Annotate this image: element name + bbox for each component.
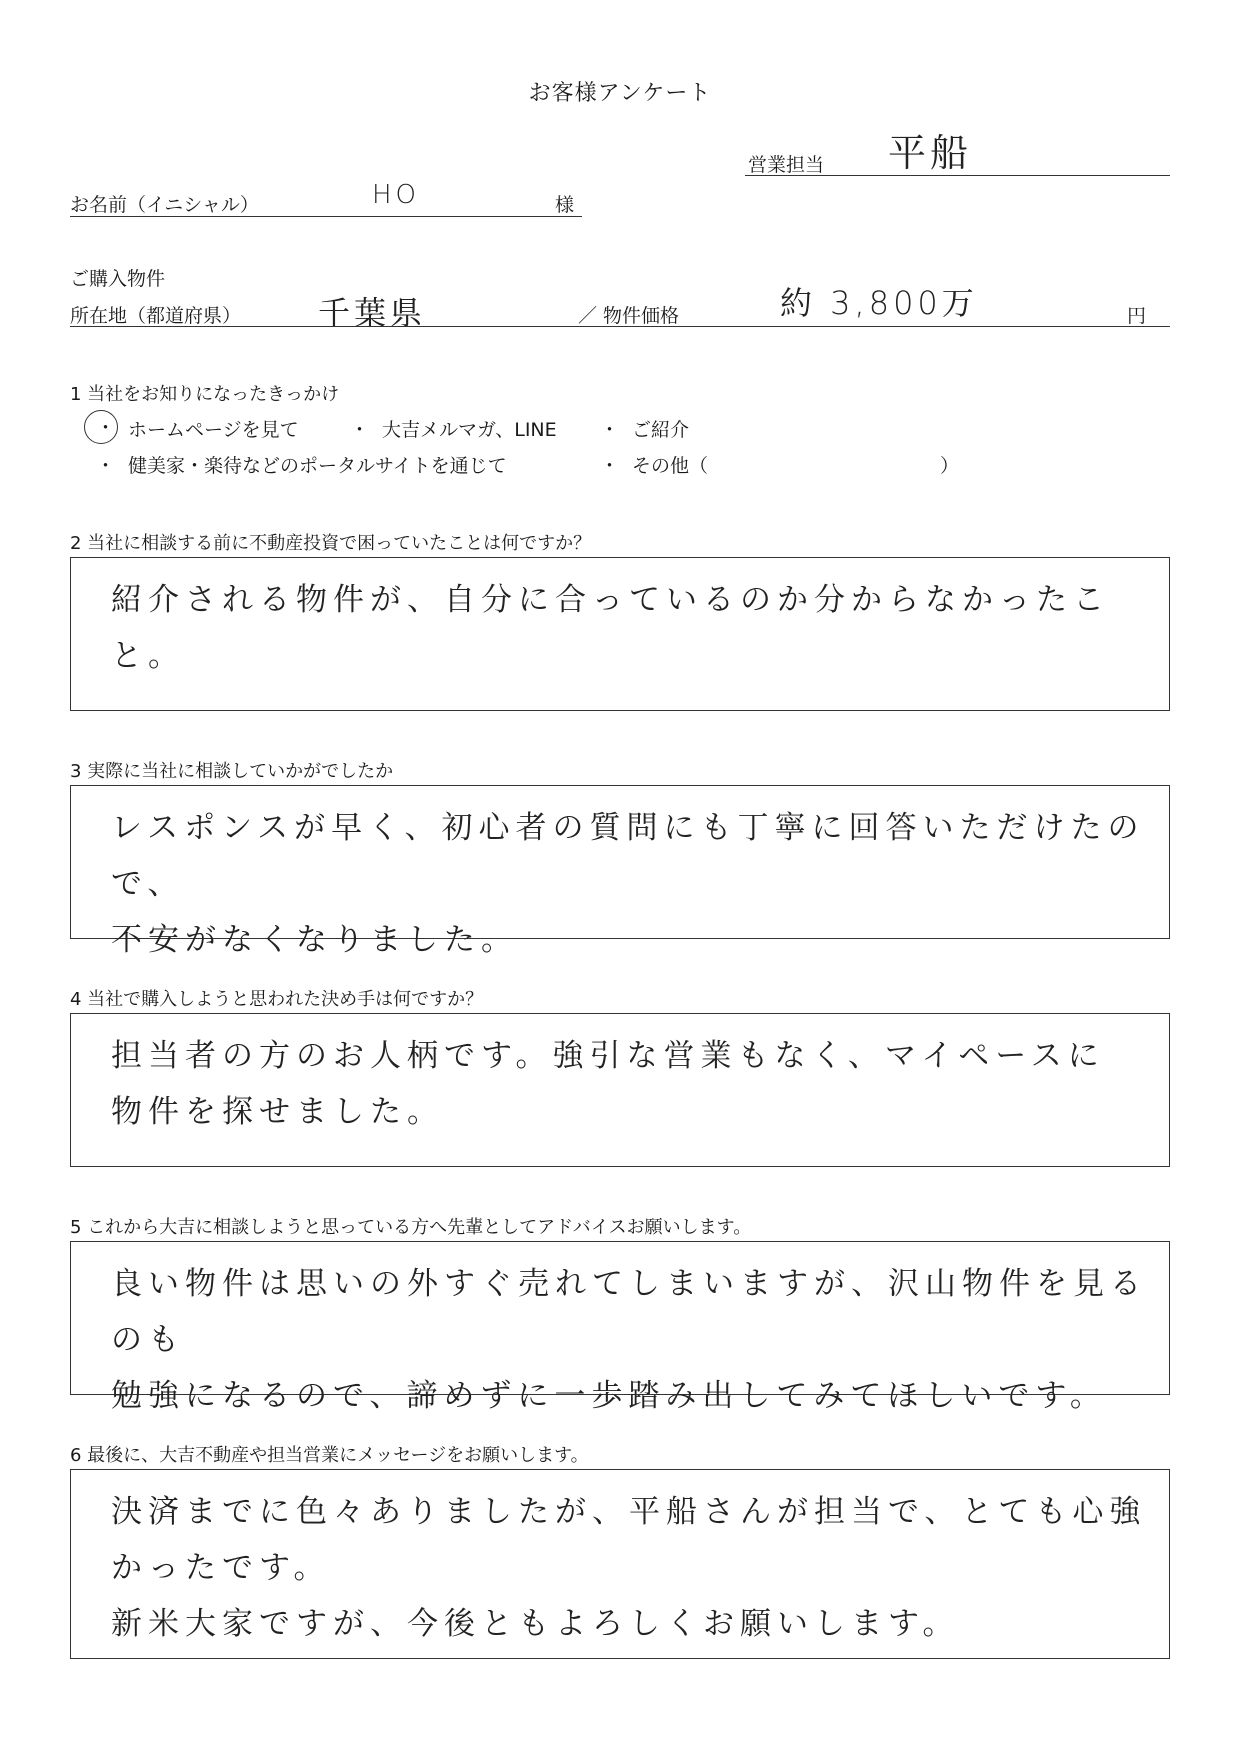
price-value: 約 3,800万 (780, 284, 978, 322)
q3-answer-box (70, 785, 1170, 958)
location-label: 所在地（都道府県） (70, 305, 242, 327)
q1-option-homepage: ホームページを見て (128, 419, 299, 441)
sales-rep-label: 営業担当 (748, 154, 825, 176)
name-label: お名前（イニシャル） (70, 194, 259, 216)
q1-option-bullet: ・ (96, 455, 116, 477)
q5-answer-box (70, 1241, 1170, 1414)
q6-label: 6 最後に、大吉不動産や担当営業にメッセージをお願いします。 (70, 1445, 589, 1466)
q4-label: 4 当社で購入しようと思われた決め手は何ですか？ (70, 989, 484, 1010)
q1-label: 1 当社をお知りになったきっかけ (70, 384, 340, 405)
price-unit: 円 (1127, 305, 1147, 327)
q1-option-bullet: ・ (350, 419, 370, 441)
page-title: お客様アンケート (528, 81, 712, 106)
q1-option-mailmag: 大吉メルマガ、LINE (382, 419, 557, 441)
q1-option-bullet: ・ (600, 419, 620, 441)
location-value: 千葉県 (318, 294, 427, 332)
price-label: ／ 物件価格 (578, 305, 680, 327)
q1-option-other: その他（ (632, 455, 709, 477)
answer-line: 勉強になるので、諦めずに一歩踏み出してみてほしいです。 (111, 1378, 1107, 1414)
q1-other-close: ） (940, 455, 960, 477)
q2-label: 2 当社に相談する前に不動産投資で困っていたことは何ですか？ (70, 533, 592, 554)
q3-label: 3 実際に当社に相談していかがでしたか (70, 761, 394, 782)
answer-line: 決済までに色々ありましたが、平船さんが担当で、とても心強かったです。 (111, 1494, 1147, 1586)
sales-rep-underline (745, 175, 1170, 176)
name-value: HO (372, 180, 421, 210)
answer-line: 良い物件は思いの外すぐ売れてしまいますが、沢山物件を見るのも (111, 1266, 1147, 1358)
answer-line: 担当者の方のお人柄です。強引な営業もなく、マイペースに (111, 1038, 1105, 1074)
q6-answer-box (70, 1469, 1170, 1659)
q5-label: 5 これから大吉に相談しようと思っている方へ先輩としてアドバイスお願いします。 (70, 1217, 752, 1238)
q1-option-bullet: ・ (600, 455, 620, 477)
answer-line: 不安がなくなりました。 (111, 922, 518, 958)
name-suffix: 様 (555, 194, 575, 216)
property-heading: ご購入物件 (70, 268, 166, 290)
answer-line: 物件を探せました。 (111, 1094, 444, 1130)
q1-option-referral: ご紹介 (632, 419, 690, 441)
answer-line: レスポンスが早く、初心者の質問にも丁寧に回答いただけたので、 (111, 810, 1145, 902)
sales-rep-value: 平船 (888, 131, 973, 175)
answer-line: 新米大家ですが、今後ともよろしくお願いします。 (111, 1606, 960, 1642)
name-underline (70, 216, 582, 217)
q1-option-bullet: ・ (96, 417, 116, 439)
answer-line: 紹介される物件が、自分に合っているのか分からなかったこと。 (111, 582, 1110, 674)
q2-answer-box (70, 557, 1170, 711)
property-underline (70, 326, 1170, 327)
q4-answer-box (70, 1013, 1170, 1167)
q1-option-portal: 健美家・楽待などのポータルサイトを通じて (128, 455, 507, 477)
